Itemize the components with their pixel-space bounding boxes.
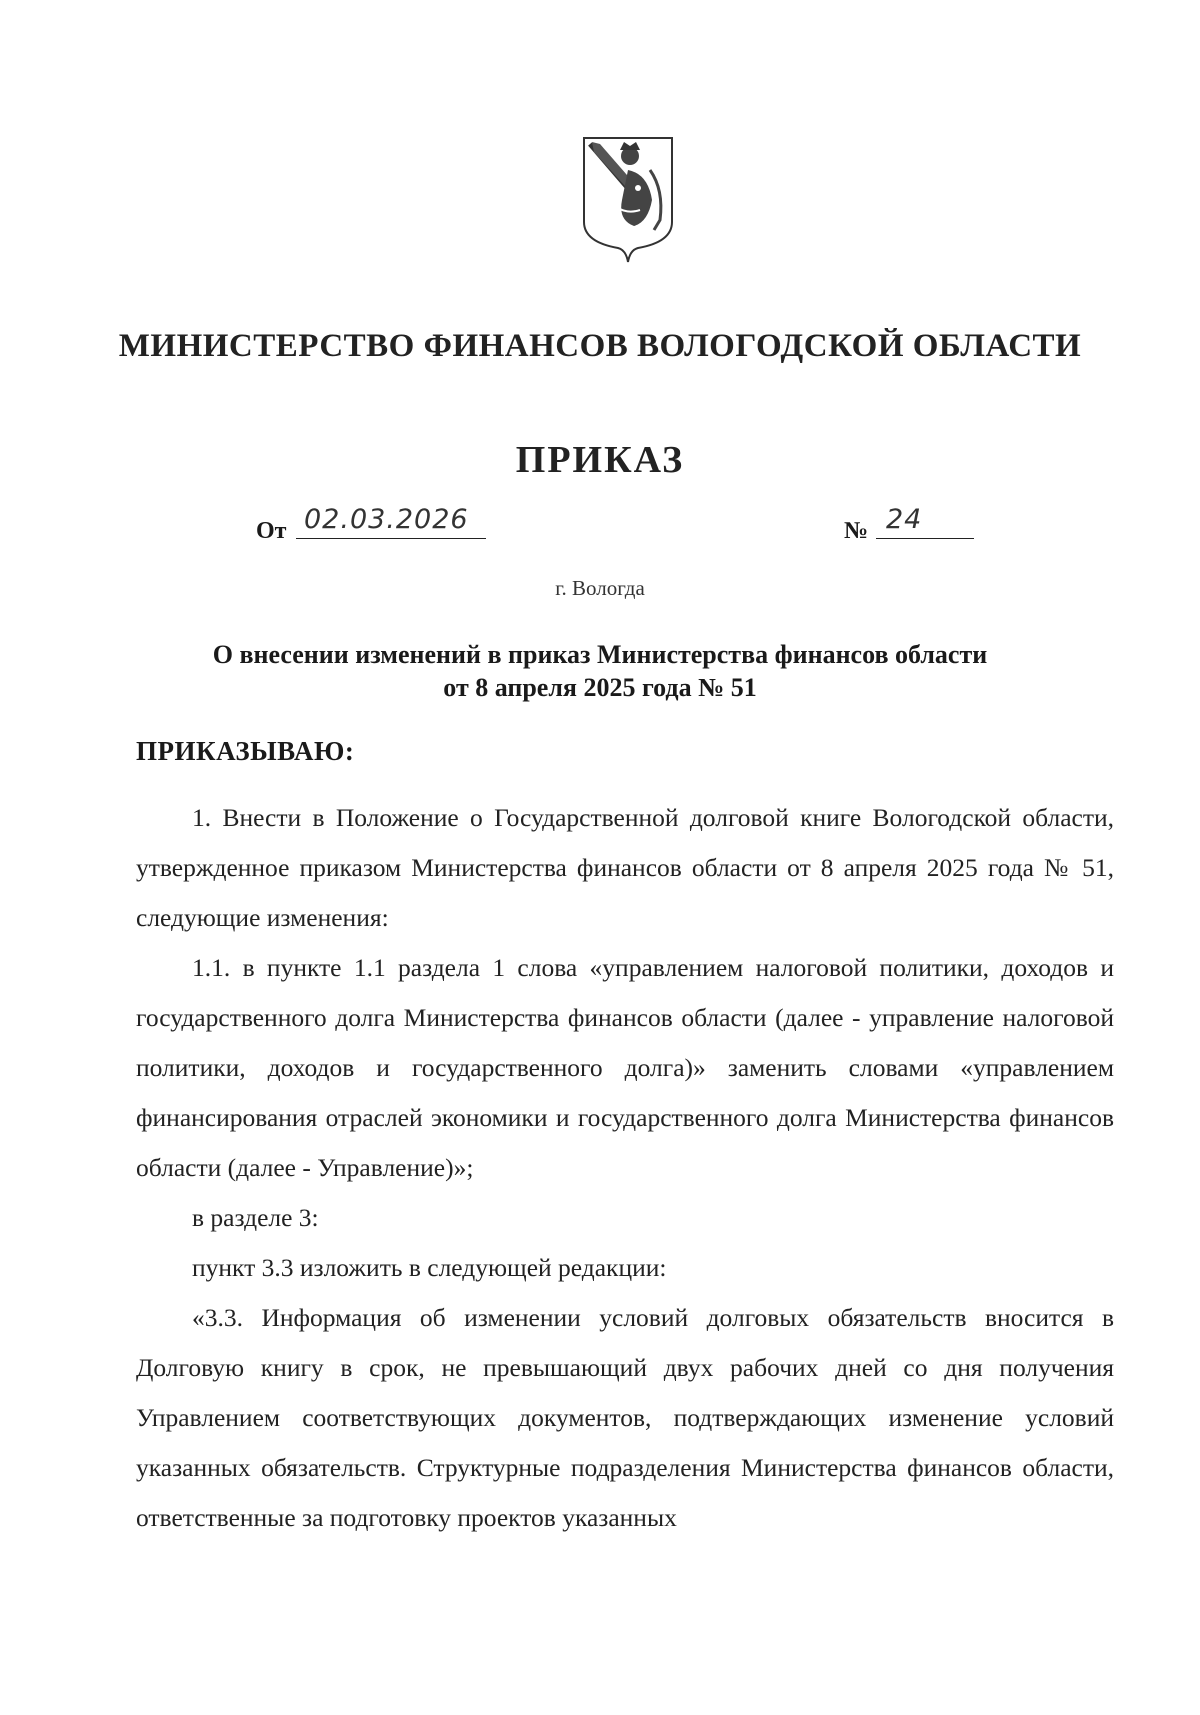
date-underline (296, 538, 486, 539)
date-label: От (256, 518, 287, 544)
paragraph: «3.3. Информация об изменении условий долговых обязательств вносится в Долговую книгу в срок, не превышающий двух рабочих дней со дня получения Управлением соответствующих документов, подтверждающих изменение условий указанных обязательств. Структурные подразделения Министерства финансов области, ответственные за подготовку проектов указанных (136, 1303, 1114, 1532)
number-underline (876, 538, 974, 539)
number-handwritten: 24 (886, 504, 923, 535)
paragraph: в разделе 3: (192, 1203, 319, 1232)
order-keyword: ПРИКАЗЫВАЮ: (136, 736, 355, 766)
ministry-title: МИНИСТЕРСТВО ФИНАНСОВ ВОЛОГОДСКОЙ ОБЛАСТИ (118, 328, 1082, 364)
order-subject (140, 638, 1060, 704)
date-handwritten: 02.03.2026 (304, 504, 469, 535)
document-body (136, 793, 1114, 1543)
paragraph: 1. Внести в Положение о Государственной долговой книге Вологодской области, утвержденное приказом Министерства финансов области от 8 апреля 2025 года № 51, следующие изменения: (136, 803, 1114, 932)
paragraph: 1.1. в пункте 1.1 раздела 1 слова «управлением налоговой политики, доходов и государственного долга Министерства финансов области (далее - управление налоговой политики, доходов и государственного долга)» заменить словами «управлением финансирования отраслей экономики и государственного долга Министерства финансов области (далее - Управление)»; (136, 953, 1114, 1182)
number-label: № (844, 518, 869, 544)
paragraph: пункт 3.3 изложить в следующей редакции: (192, 1253, 667, 1282)
coat-of-arms-icon (578, 130, 678, 267)
subject-line-2: от 8 апреля 2025 года № 51 (443, 673, 757, 702)
subject-line-1: О внесении изменений в приказ Министерства финансов области (212, 640, 988, 669)
city: г. Вологда (555, 576, 645, 600)
document-type: ПРИКАЗ (515, 439, 685, 481)
